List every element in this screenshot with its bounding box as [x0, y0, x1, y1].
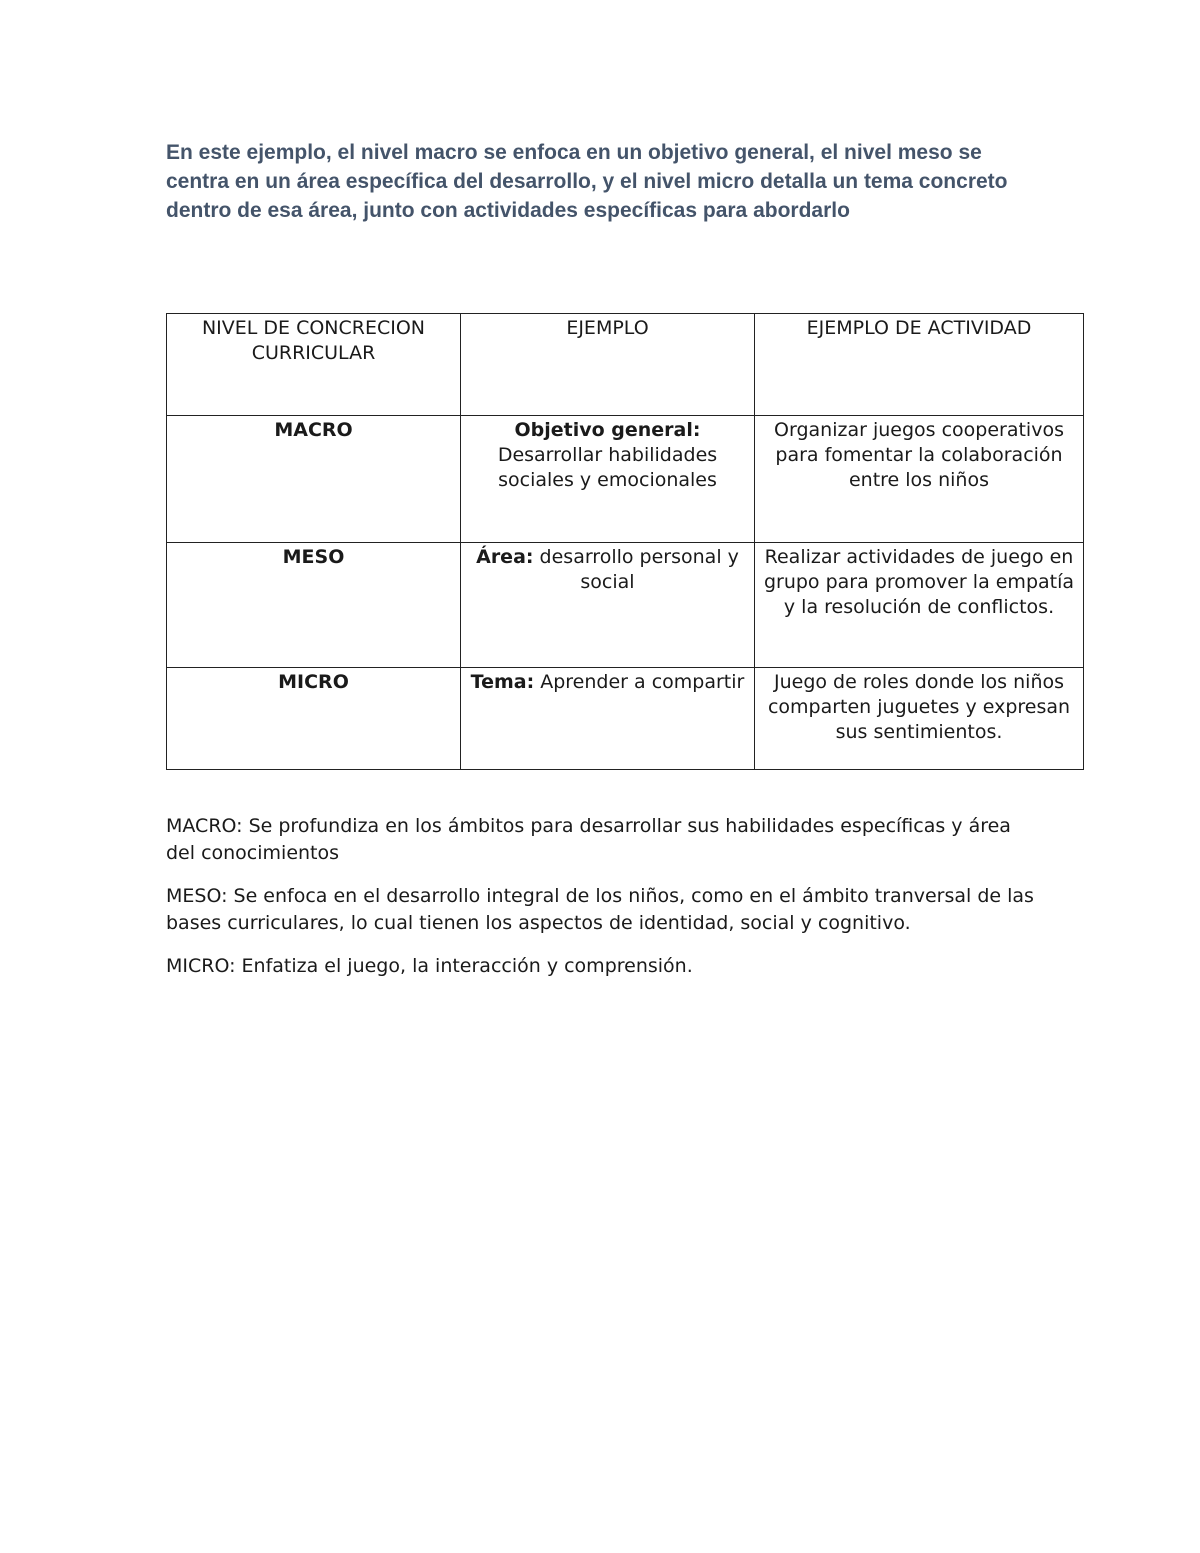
example-cell — [461, 416, 755, 543]
table-row-micro — [167, 668, 1084, 770]
table-header-row — [167, 314, 1084, 416]
example-label: Objetivo general: — [514, 419, 701, 441]
note-meso: MESO: Se enfoca en el desarrollo integral de los niños, como en el ámbito tranversal de las bases curriculares, lo cual tienen los aspectos de identidad, social y cognitivo. — [166, 885, 1034, 934]
activity-cell: Realizar actividades de juego en grupo para promover la empatía y la resolución de conflictos. — [755, 543, 1084, 668]
table-row-meso — [167, 543, 1084, 668]
note-micro: MICRO: Enfatiza el juego, la interacción y comprensión. — [166, 955, 693, 977]
header-activity: EJEMPLO DE ACTIVIDAD — [755, 314, 1084, 416]
activity-cell: Organizar juegos cooperativos para fomentar la colaboración entre los niños — [755, 416, 1084, 543]
header-level: NIVEL DE CONCRECION CURRICULAR — [167, 314, 461, 416]
example-text: Desarrollar habilidades sociales y emocionales — [497, 444, 718, 491]
level-cell: MICRO — [167, 668, 461, 770]
level-notes — [166, 813, 1036, 996]
table-row-macro — [167, 416, 1084, 543]
curricular-levels-table — [166, 313, 1084, 770]
example-cell — [461, 543, 755, 668]
header-example: EJEMPLO — [461, 314, 755, 416]
example-text: desarrollo personal y social — [533, 546, 739, 593]
level-cell: MACRO — [167, 416, 461, 543]
level-cell: MESO — [167, 543, 461, 668]
intro-paragraph: En este ejemplo, el nivel macro se enfoca en un objetivo general, el nivel meso se centra en un área específica del desarrollo, y el nivel micro detalla un tema concreto dentro de esa área, junto con actividades específicas para abordarlo — [166, 141, 1008, 222]
activity-cell: Juego de roles donde los niños comparten juguetes y expresan sus sentimientos. — [755, 668, 1084, 770]
example-label: Tema: — [470, 671, 535, 693]
example-text: Aprender a compartir — [534, 671, 745, 693]
example-cell — [461, 668, 755, 770]
example-label: Área: — [476, 546, 534, 568]
note-macro: MACRO: Se profundiza en los ámbitos para desarrollar sus habilidades específicas y área del conocimientos — [166, 815, 1011, 864]
